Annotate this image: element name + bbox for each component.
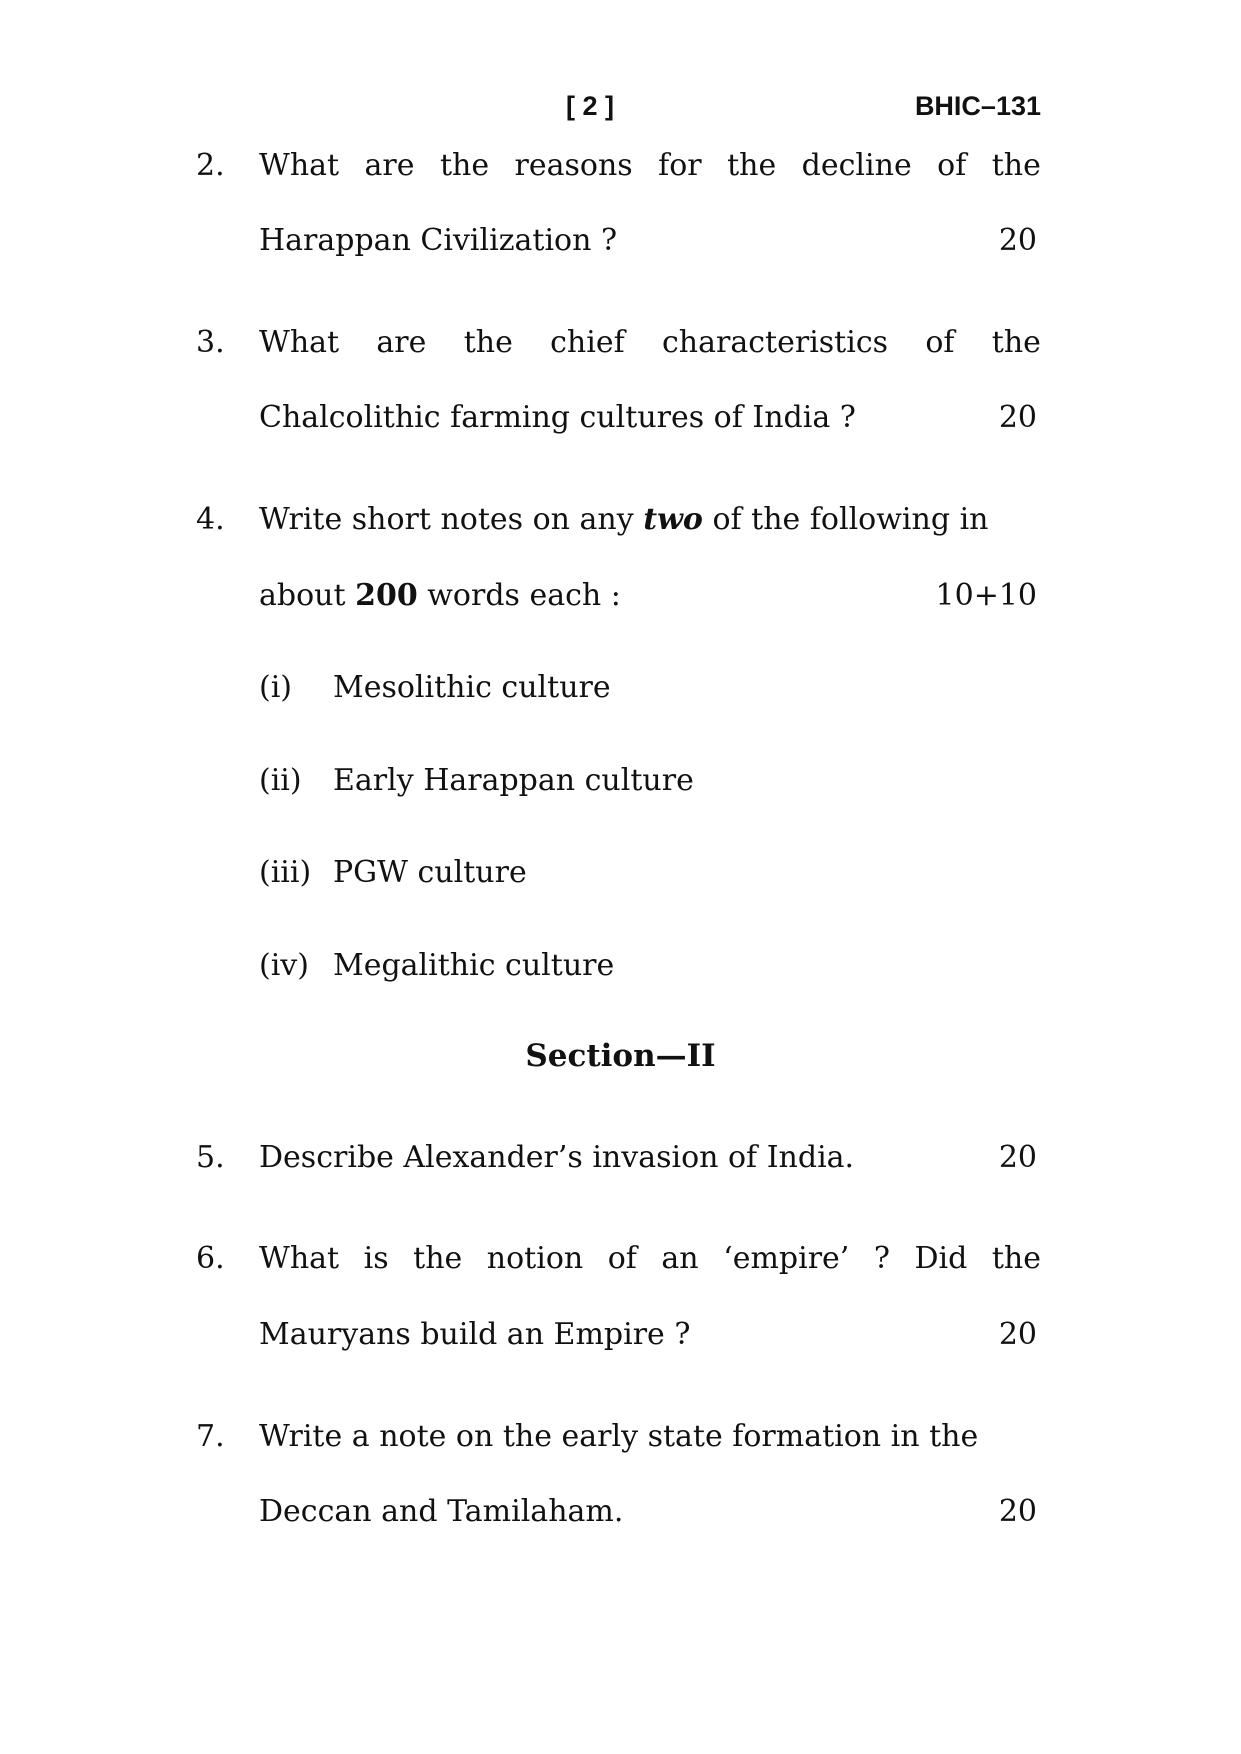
marks: 20 — [998, 223, 1037, 258]
page-number: [ 2 ] — [566, 91, 615, 121]
question-number: 2. — [196, 148, 225, 183]
marks: 20 — [998, 1317, 1037, 1352]
question-number: 6. — [196, 1241, 225, 1276]
marks: 20 — [998, 1140, 1037, 1175]
question-text-line-2: Deccan and Tamilaham. 20 — [259, 1492, 1041, 1532]
question-text-line-2: Chalcolithic farming cultures of India ? 20 — [259, 398, 1041, 438]
question-text-line-1: Describe Alexander’s invasion of India. 20 — [259, 1138, 1041, 1178]
question-number: 3. — [196, 325, 225, 360]
question-text-line-2: Mauryans build an Empire ? 20 — [259, 1315, 1041, 1355]
option-text: Mesolithic culture — [333, 670, 611, 705]
option-label: (ii) — [259, 763, 302, 798]
question-text-line-1: Write short notes on any two of the following in — [259, 502, 989, 537]
option-text: Early Harappan culture — [333, 763, 694, 798]
marks: 20 — [998, 400, 1037, 435]
marks: 20 — [998, 1494, 1037, 1529]
question-text-line-1: What are the chief characteristics of the — [259, 325, 1041, 360]
question-number: 4. — [196, 502, 225, 537]
emphasis-two: two — [643, 502, 703, 537]
question-text-line-2: Harappan Civilization ? 20 — [259, 221, 1041, 261]
question-text-line-1: Write a note on the early state formation in the — [259, 1419, 979, 1454]
option-label: (iii) — [259, 855, 312, 890]
marks: 10+10 — [935, 578, 1037, 613]
option-label: (iv) — [259, 948, 309, 983]
word-count: 200 — [355, 578, 418, 613]
option-text: PGW culture — [333, 855, 527, 890]
question-text-line-2: about 200 words each : 10+10 — [259, 576, 1041, 616]
option-text: Megalithic culture — [333, 948, 615, 983]
question-text-line-1: What is the notion of an ‘empire’ ? Did the — [259, 1241, 1041, 1276]
course-code: BHIC–131 — [914, 91, 1041, 121]
option-label: (i) — [259, 670, 293, 705]
section-heading: Section—II — [525, 1038, 716, 1074]
question-number: 7. — [196, 1419, 225, 1454]
question-text-line-1: What are the reasons for the decline of the — [259, 148, 1041, 183]
question-number: 5. — [196, 1140, 225, 1175]
